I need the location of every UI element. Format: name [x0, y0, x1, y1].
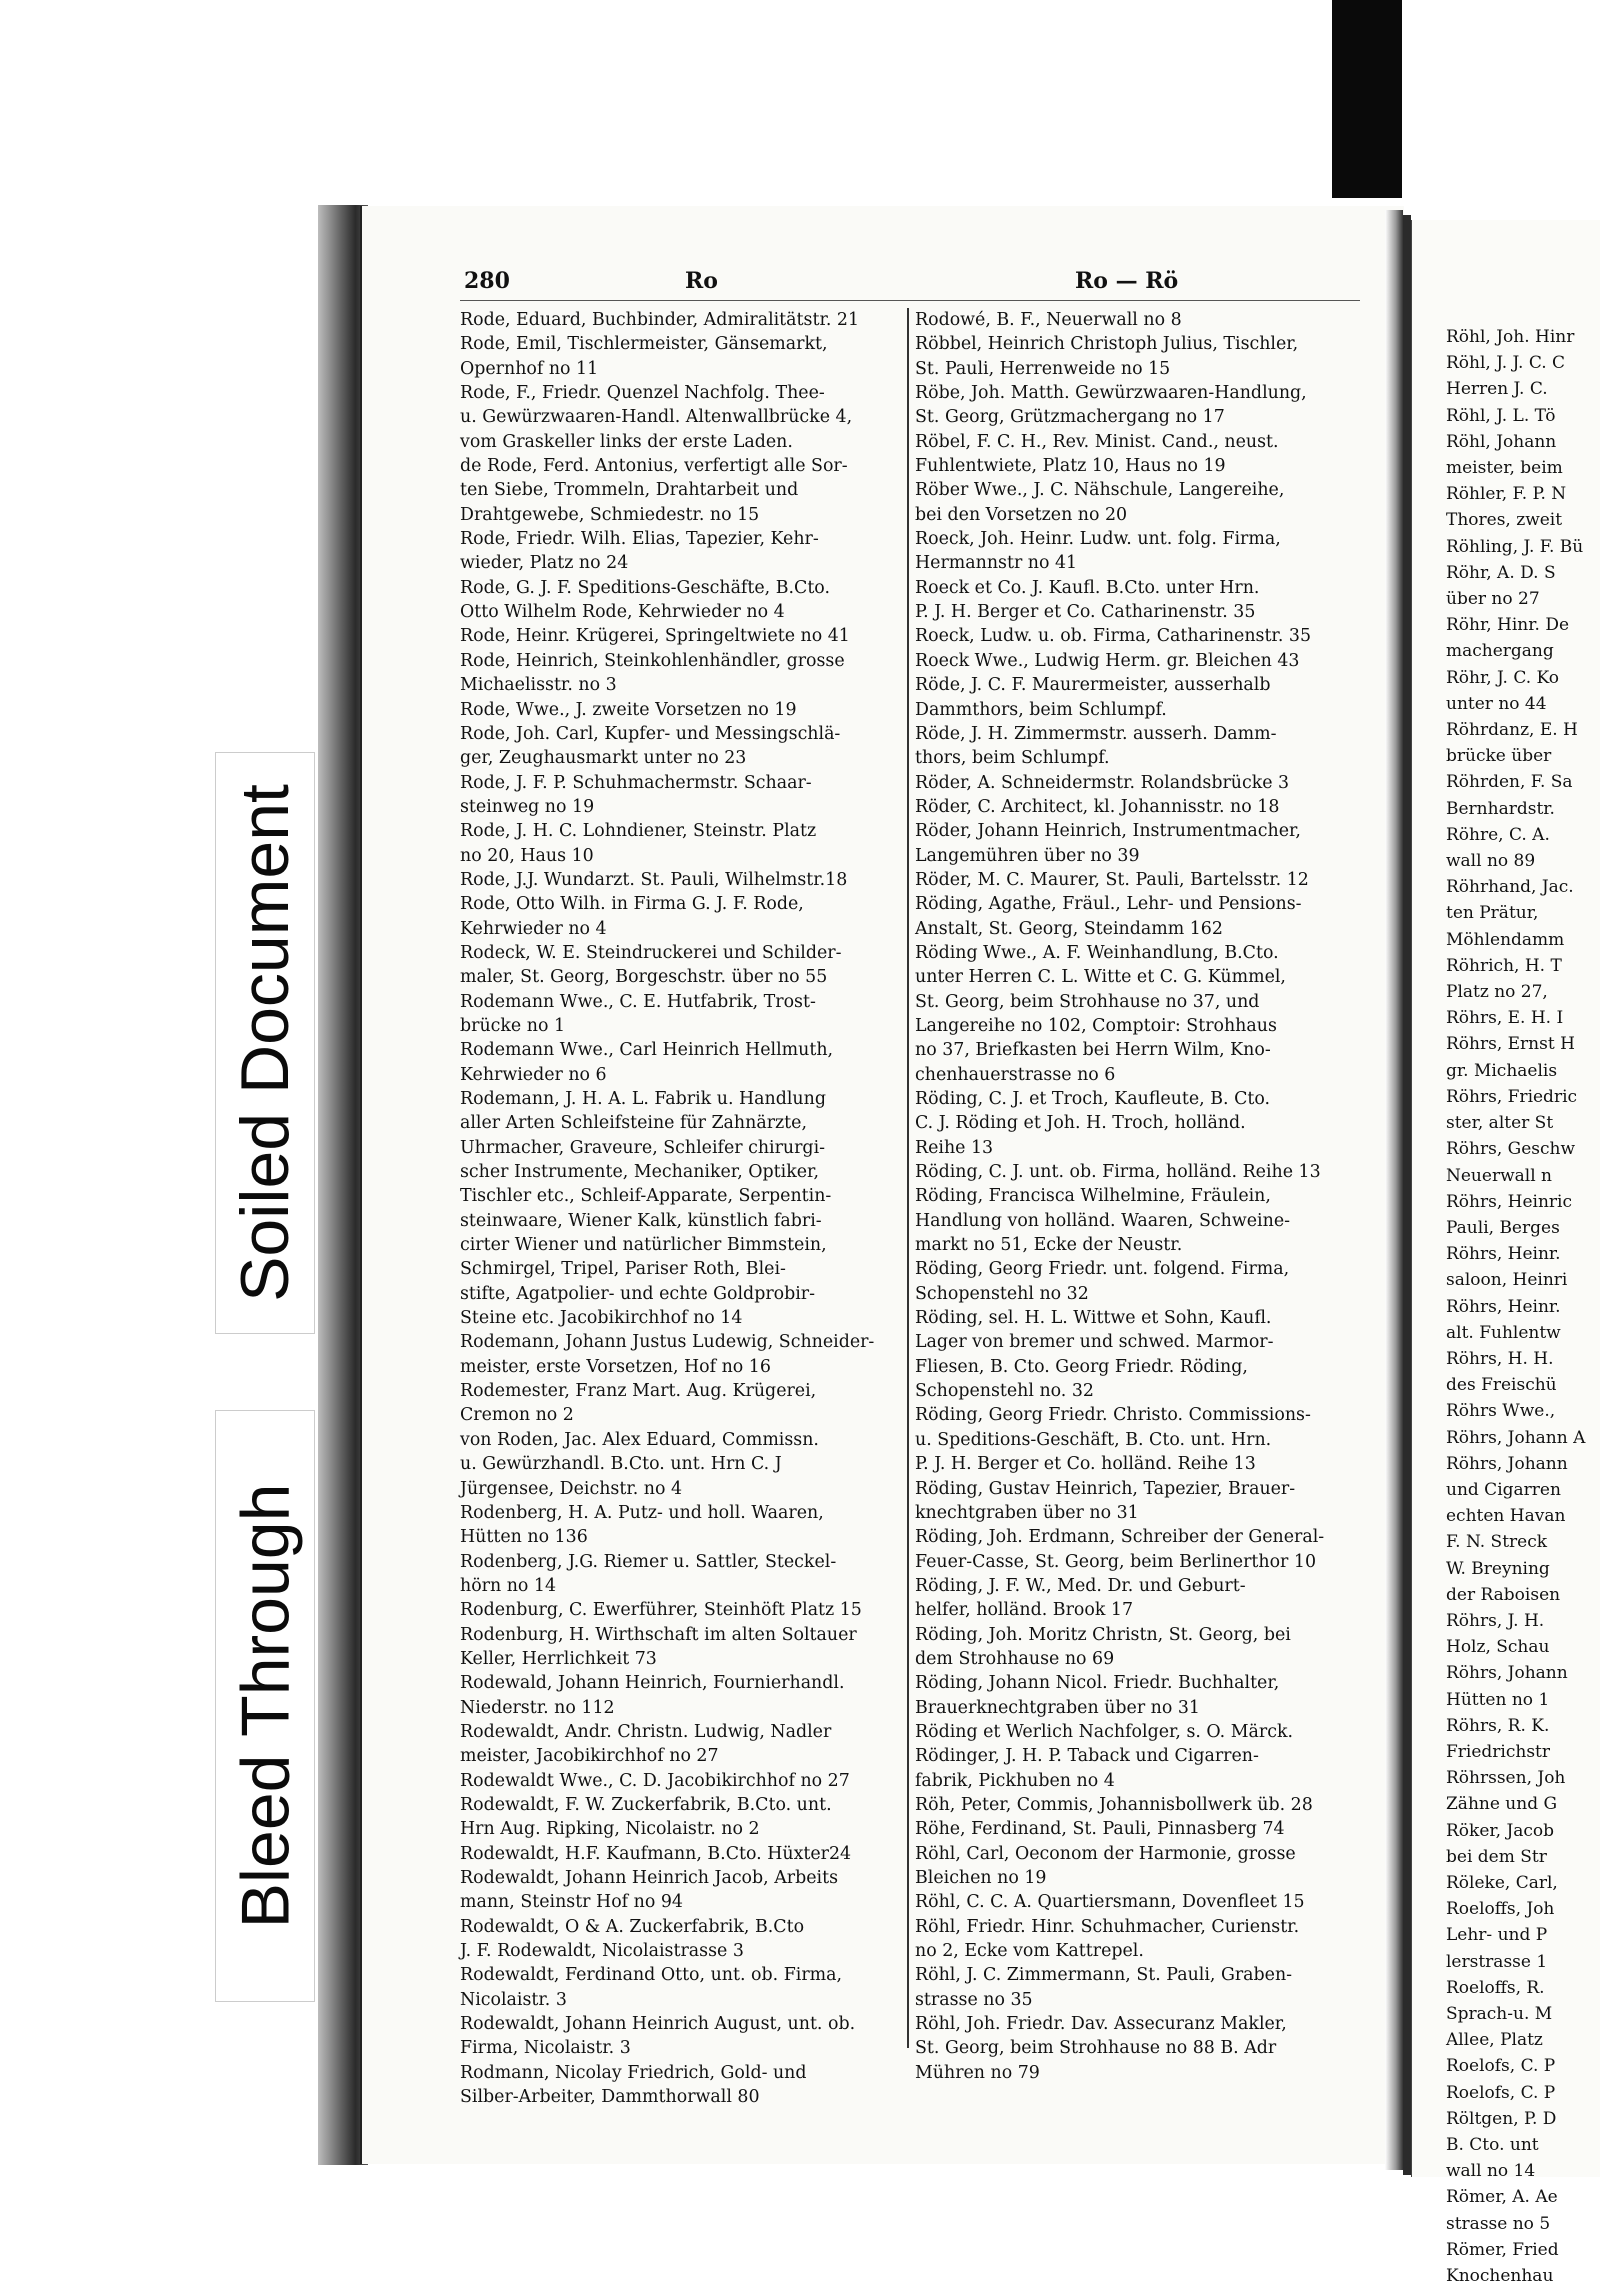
- directory-entry-line: Cremon no 2: [460, 1405, 574, 1426]
- directory-entry-line: F. N. Streck: [1446, 1532, 1548, 1553]
- directory-entry-line: Röhrs, Johann: [1446, 1663, 1568, 1684]
- directory-entry-line: Rodowé, B. F., Neuerwall no 8: [915, 310, 1182, 330]
- directory-entry-line: Lehr- und P: [1446, 1925, 1548, 1946]
- directory-entry-line: Röhrssen, Joh: [1446, 1768, 1566, 1789]
- directory-entry-line: meister, erste Vorsetzen, Hof no 16: [460, 1356, 771, 1377]
- directory-entry-line: Sprach-u. M: [1446, 2004, 1553, 2024]
- directory-entry-line: Brauerknechtgraben über no 31: [915, 1697, 1200, 1718]
- directory-entry-line: Röh, Peter, Commis, Johannisbollwerk üb. 28: [915, 1794, 1313, 1815]
- directory-entry-line: von Roden, Jac. Alex Eduard, Commissn.: [460, 1429, 819, 1450]
- directory-entry-line: des Freischü: [1446, 1375, 1557, 1396]
- directory-entry-line: unter no 44: [1446, 693, 1547, 714]
- directory-entry-line: Röbbel, Heinrich Christoph Julius, Tischler,: [915, 334, 1299, 355]
- directory-entry-line: mann, Steinstr Hof no 94: [460, 1892, 683, 1913]
- directory-entry-line: Röhl, J. L. Tö: [1446, 405, 1556, 426]
- directory-entry-line: Röhrs Wwe.,: [1446, 1401, 1556, 1422]
- directory-entry-line: Rode, Joh. Carl, Kupfer- und Messingschlä-: [460, 723, 841, 744]
- directory-entry-line: Herren J. C.: [1446, 379, 1548, 400]
- directory-entry-line: Röhre, C. A.: [1446, 824, 1550, 845]
- directory-entry-line: St. Georg, beim Strohhause no 88 B. Adr: [915, 2038, 1277, 2059]
- directory-entry-line: Roelofs, C. P: [1446, 2056, 1556, 2077]
- directory-entry-line: Rodewaldt Wwe., C. D. Jacobikirchhof no 27: [460, 1770, 850, 1791]
- directory-entry-line: Silber-Arbeiter, Dammthorwall 80: [460, 2087, 760, 2108]
- directory-entry-line: Röhrs, R. K.: [1446, 1715, 1550, 1736]
- directory-entry-line: Dammthors, beim Schlumpf.: [915, 699, 1167, 720]
- directory-entry-line: Röhl, Carl, Oeconom der Harmonie, grosse: [915, 1843, 1296, 1864]
- directory-entry-line: Roelofs, C. P: [1446, 2082, 1556, 2103]
- directory-entry-line: Röhrhand, Jac.: [1446, 877, 1574, 898]
- directory-entry-line: Rodewaldt, Andr. Christn. Ludwig, Nadler: [460, 1721, 832, 1742]
- directory-entry-line: Röding Wwe., A. F. Weinhandlung, B.Cto.: [915, 942, 1279, 963]
- directory-entry-line: Rode, Emil, Tischlermeister, Gänsemarkt,: [460, 334, 828, 355]
- directory-entry-line: Röding, J. F. W., Med. Dr. und Geburt-: [915, 1575, 1246, 1596]
- bleed-through-tab: [215, 1410, 315, 2002]
- directory-entry-line: Röhrs, E. H. I: [1446, 1008, 1564, 1029]
- directory-entry-line: Röhr, A. D. S: [1446, 562, 1556, 583]
- directory-entry-line: Röleke, Carl,: [1446, 1872, 1558, 1893]
- directory-entry-line: Rode, Heinr. Krügerei, Springeltwiete no 41: [460, 626, 850, 647]
- soiled-document-label: Soiled Document: [227, 784, 303, 1302]
- directory-entry-line: u. Speditions-Geschäft, B. Cto. unt. Hrn.: [915, 1429, 1272, 1450]
- directory-entry-line: Michaelisstr. no 3: [460, 675, 617, 696]
- directory-entry-line: Schmirgel, Tripel, Pariser Roth, Blei-: [460, 1259, 786, 1280]
- directory-entry-line: Schopenstehl no. 32: [915, 1381, 1094, 1402]
- facing-page-column: [1446, 324, 1600, 2289]
- directory-entry-line: Röde, J. C. F. Maurermeister, ausserhalb: [915, 675, 1271, 696]
- directory-entry-line: Rode, Otto Wilh. in Firma G. J. F. Rode,: [460, 894, 804, 915]
- directory-entry-line: Fuhlentwiete, Platz 10, Haus no 19: [915, 456, 1226, 477]
- directory-entry-line: helfer, holländ. Brook 17: [915, 1600, 1134, 1621]
- directory-entry-line: Pauli, Berges: [1446, 1217, 1560, 1238]
- directory-entry-line: Rode, Eduard, Buchbinder, Admiralitätstr. 21: [460, 310, 860, 330]
- directory-entry-line: Neuerwall n: [1446, 1165, 1552, 1186]
- directory-entry-line: Röhrden, F. Sa: [1446, 772, 1573, 793]
- directory-entry-line: Röhrich, H. T: [1446, 955, 1562, 976]
- directory-entry-line: W. Breyning: [1446, 1558, 1550, 1579]
- directory-entry-line: vom Graskeller links der erste Laden.: [460, 431, 793, 452]
- directory-entry-line: ger, Zeughausmarkt unter no 23: [460, 748, 747, 769]
- directory-entry-line: Römer, A. Ae: [1446, 2187, 1558, 2208]
- directory-entry-line: Roeloffs, Joh: [1446, 1899, 1555, 1920]
- directory-entry-line: Röding, Georg Friedr. unt. folgend. Firma,: [915, 1259, 1290, 1280]
- directory-entry-line: Rodemann Wwe., Carl Heinrich Hellmuth,: [460, 1040, 834, 1061]
- directory-entry-line: P. J. H. Berger et Co. holländ. Reihe 13: [915, 1454, 1256, 1475]
- directory-entry-line: Röhr, Hinr. De: [1446, 615, 1570, 636]
- directory-entry-line: wall no 89: [1446, 851, 1536, 872]
- directory-entry-line: der Raboisen: [1446, 1584, 1561, 1605]
- directory-entry-line: knechtgraben über no 31: [915, 1502, 1139, 1523]
- directory-entry-line: Röhrs, Heinr.: [1446, 1244, 1561, 1265]
- directory-entry-line: Opernhof no 11: [460, 358, 599, 379]
- directory-entry-line: Nicolaistr. 3: [460, 1989, 567, 2010]
- directory-entry-line: Röding, Joh. Moritz Christn, St. Georg, bei: [915, 1624, 1291, 1645]
- directory-entry-line: Bleichen no 19: [915, 1868, 1047, 1888]
- directory-entry-line: Röding, Agathe, Fräul., Lehr- und Pensions-: [915, 894, 1302, 915]
- directory-entry-line: Keller, Herrlichkeit 73: [460, 1648, 657, 1669]
- directory-entry-line: Kehrwieder no 4: [460, 918, 607, 939]
- directory-entry-line: Rodenburg, H. Wirthschaft im alten Soltauer: [460, 1624, 857, 1645]
- directory-entry-line: Rode, F., Friedr. Quenzel Nachfolg. Thee-: [460, 383, 825, 404]
- directory-entry-line: Lager von bremer und schwed. Marmor-: [915, 1332, 1274, 1353]
- directory-entry-line: Röhrs, Johann A: [1446, 1427, 1586, 1448]
- directory-entry-line: lerstrasse 1: [1446, 1951, 1548, 1972]
- directory-entry-line: Rodemann, J. H. A. L. Fabrik u. Handlung: [460, 1089, 826, 1109]
- directory-entry-line: Rodemester, Franz Mart. Aug. Krügerei,: [460, 1381, 817, 1402]
- directory-entry-line: Hütten no 1: [1446, 1689, 1550, 1710]
- directory-entry-line: St. Pauli, Herrenweide no 15: [915, 358, 1171, 379]
- directory-entry-line: Röder, A. Schneidermstr. Rolandsbrücke 3: [915, 772, 1290, 793]
- directory-entry-line: Röding, C. J. unt. ob. Firma, holländ. Reihe 13: [915, 1162, 1321, 1183]
- directory-entry-line: Röder, C. Architect, kl. Johannisstr. no 18: [915, 796, 1280, 817]
- directory-entry-line: Röhl, Johann: [1446, 431, 1557, 452]
- directory-entry-line: Platz no 27,: [1446, 982, 1548, 1003]
- bleed-through-label: Bleed Through: [227, 1483, 304, 1929]
- directory-entry-line: Röhl, Joh. Hinr: [1446, 327, 1575, 347]
- directory-entry-line: Röding, Johann Nicol. Friedr. Buchhalter,: [915, 1673, 1280, 1694]
- directory-entry-line: Röder, Johann Heinrich, Instrumentmacher,: [915, 821, 1301, 842]
- directory-entry-line: cirter Wiener und natürlicher Bimmstein,: [460, 1235, 827, 1256]
- directory-entry-line: chenhauerstrasse no 6: [915, 1064, 1116, 1085]
- directory-entry-line: Rodenburg, C. Ewerführer, Steinhöft Platz 15: [460, 1600, 862, 1621]
- directory-entry-line: Röhrs, J. H.: [1446, 1610, 1545, 1631]
- directory-entry-line: Roeck Wwe., Ludwig Herm. gr. Bleichen 43: [915, 650, 1300, 671]
- directory-entry-line: Uhrmacher, Graveure, Schleifer chirurgi-: [460, 1137, 826, 1158]
- directory-entry-line: aller Arten Schleifsteine für Zahnärzte,: [460, 1113, 807, 1134]
- directory-entry-line: Röhrs, Heinric: [1446, 1191, 1572, 1212]
- directory-entry-line: Kehrwieder no 6: [460, 1064, 607, 1085]
- directory-entry-line: strasse no 35: [915, 1989, 1033, 2010]
- directory-entry-line: Feuer-Casse, St. Georg, beim Berlinerthor 10: [915, 1551, 1317, 1572]
- directory-entry-line: Rodeck, W. E. Steindruckerei und Schilder-: [460, 942, 842, 963]
- directory-entry-line: Röhr, J. C. Ko: [1446, 667, 1560, 688]
- directory-entry-line: Möhlendamm: [1446, 929, 1565, 950]
- directory-entry-line: Hütten no 136: [460, 1527, 588, 1548]
- directory-entry-line: Rode, Heinrich, Steinkohlenhändler, grosse: [460, 650, 845, 671]
- directory-entry-line: machergang: [1446, 641, 1554, 662]
- directory-entry-line: thors, beim Schlumpf.: [915, 748, 1110, 769]
- directory-entry-line: markt no 51, Ecke der Neustr.: [915, 1235, 1183, 1256]
- directory-entry-line: meister, beim: [1446, 458, 1563, 479]
- directory-entry-line: Röhl, Joh. Friedr. Dav. Assecuranz Makler,: [915, 2014, 1287, 2035]
- directory-entry-line: Röhrs, Johann: [1446, 1453, 1568, 1474]
- directory-entry-line: Hrn Aug. Ripking, Nicolaistr. no 2: [460, 1819, 760, 1840]
- directory-entry-line: echten Havan: [1446, 1506, 1566, 1527]
- directory-entry-line: Röber Wwe., J. C. Nähschule, Langereihe,: [915, 480, 1285, 501]
- directory-entry-line: de Rode, Ferd. Antonius, verfertigt alle Sor-: [460, 456, 848, 477]
- directory-entry-line: Röhl, C. C. A. Quartiersmann, Dovenfleet 15: [915, 1892, 1305, 1913]
- directory-entry-line: brücke über: [1446, 746, 1552, 767]
- directory-entry-line: no 20, Haus 10: [460, 845, 594, 866]
- directory-entry-line: Röding, C. J. et Troch, Kaufleute, B. Cto.: [915, 1089, 1271, 1109]
- directory-entry-line: Röltgen, P. D: [1446, 2108, 1557, 2129]
- directory-entry-line: dem Strohhause no 69: [915, 1648, 1115, 1669]
- directory-entry-line: Roeck, Ludw. u. ob. Firma, Catharinenstr. 35: [915, 626, 1312, 647]
- directory-entry-line: u. Gewürzwaaren-Handl. Altenwallbrücke 4,: [460, 407, 853, 428]
- directory-entry-line: Rodewaldt, Johann Heinrich August, unt. ob.: [460, 2014, 856, 2035]
- directory-entry-line: fabrik, Pickhuben no 4: [915, 1770, 1115, 1791]
- directory-entry-line: Röhrs, Ernst H: [1446, 1034, 1575, 1055]
- soiled-document-tab: [215, 752, 315, 1334]
- directory-entry-line: Drahtgewebe, Schmiedestr. no 15: [460, 504, 760, 525]
- directory-entry-line: Röder, M. C. Maurer, St. Pauli, Bartelsstr. 12: [915, 869, 1309, 890]
- directory-entry-line: Röding et Werlich Nachfolger, s. O. Märck.: [915, 1721, 1294, 1742]
- directory-entry-line: ster, alter St: [1446, 1113, 1554, 1134]
- directory-entry-line: steinweg no 19: [460, 796, 595, 817]
- directory-entry-line: Röhrdanz, E. H: [1446, 720, 1578, 741]
- left-directory-column: [460, 308, 910, 2109]
- right-directory-column: [915, 308, 1360, 2085]
- directory-entry-line: Rödinger, J. H. P. Taback und Cigarren-: [915, 1746, 1259, 1767]
- directory-entry-line: Roeck, Joh. Heinr. Ludw. unt. folg. Firma,: [915, 529, 1281, 550]
- directory-entry-line: Rode, J.J. Wundarzt. St. Pauli, Wilhelmstr.18: [460, 869, 848, 890]
- directory-entry-line: Röbel, F. C. H., Rev. Minist. Cand., neust.: [915, 431, 1279, 452]
- directory-entry-line: Roeck et Co. J. Kaufl. B.Cto. unter Hrn.: [915, 577, 1260, 598]
- directory-entry-line: Röhe, Ferdinand, St. Pauli, Pinnasberg 74: [915, 1819, 1285, 1840]
- directory-entry-line: Friedrichstr: [1446, 1741, 1551, 1762]
- directory-entry-line: Rodewaldt, Johann Heinrich Jacob, Arbeits: [460, 1868, 838, 1888]
- directory-entry-line: saloon, Heinri: [1446, 1270, 1568, 1291]
- scanner-black-bar: [1332, 0, 1402, 198]
- directory-entry-line: scher Instrumente, Mechaniker, Optiker,: [460, 1162, 819, 1183]
- directory-entry-line: ten Siebe, Trommeln, Drahtarbeit und: [460, 480, 799, 501]
- directory-entry-line: Knochenhau: [1446, 2266, 1554, 2287]
- directory-entry-line: unter Herren C. L. Witte et C. G. Kümmel,: [915, 967, 1286, 988]
- directory-entry-line: Bernhardstr.: [1446, 798, 1555, 819]
- directory-entry-line: Holz, Schau: [1446, 1637, 1550, 1658]
- directory-entry-line: Rode, Friedr. Wilh. Elias, Tapezier, Kehr-: [460, 529, 819, 550]
- directory-entry-line: u. Gewürzhandl. B.Cto. unt. Hrn C. J: [460, 1454, 782, 1475]
- directory-entry-line: J. F. Rodewaldt, Nicolaistrasse 3: [460, 1941, 744, 1962]
- directory-entry-line: Rodenberg, H. A. Putz- und holl. Waaren,: [460, 1502, 824, 1523]
- directory-entry-line: Röhrs, Friedric: [1446, 1086, 1578, 1107]
- directory-entry-line: Handlung von holländ. Waaren, Schweine-: [915, 1210, 1290, 1231]
- directory-entry-line: maler, St. Georg, Borgeschstr. über no 55: [460, 967, 828, 988]
- directory-entry-line: Langemühren über no 39: [915, 845, 1140, 866]
- page-edge-shadow: [1385, 210, 1403, 2170]
- directory-entry-line: Rodenberg, J.G. Riemer u. Sattler, Steckel-: [460, 1551, 837, 1572]
- directory-entry-line: Thores, zweit: [1446, 510, 1563, 531]
- directory-entry-line: gr. Michaelis: [1446, 1060, 1558, 1081]
- directory-entry-line: Rodewaldt, Ferdinand Otto, unt. ob. Firma,: [460, 1965, 843, 1986]
- directory-entry-line: alt. Fuhlentw: [1446, 1322, 1561, 1343]
- directory-entry-line: Rodewaldt, O & A. Zuckerfabrik, B.Cto: [460, 1916, 805, 1937]
- directory-entry-line: Hermannstr no 41: [915, 553, 1078, 574]
- directory-entry-line: Rodewald, Johann Heinrich, Fournierhandl.: [460, 1673, 845, 1694]
- directory-entry-line: Rode, J. H. C. Lohndiener, Steinstr. Platz: [460, 821, 817, 842]
- directory-entry-line: St. Georg, Grützmachergang no 17: [915, 407, 1225, 428]
- directory-entry-line: wall no 14: [1446, 2161, 1536, 2182]
- directory-entry-line: Schopenstehl no 32: [915, 1283, 1089, 1304]
- directory-entry-line: Allee, Platz: [1446, 2030, 1543, 2051]
- directory-entry-line: Steine etc. Jacobikirchhof no 14: [460, 1308, 743, 1329]
- directory-entry-line: Langereihe no 102, Comptoir: Strohhaus: [915, 1015, 1277, 1036]
- directory-entry-line: Anstalt, St. Georg, Steindamm 162: [915, 918, 1223, 939]
- header-rule: [460, 300, 1360, 301]
- directory-entry-line: Röhl, J. J. C. C: [1446, 353, 1566, 374]
- directory-entry-line: bei den Vorsetzen no 20: [915, 504, 1128, 525]
- directory-entry-line: Röbe, Joh. Matth. Gewürzwaaren-Handlung,: [915, 383, 1307, 404]
- directory-entry-line: Rodemann Wwe., C. E. Hutfabrik, Trost-: [460, 991, 816, 1012]
- directory-entry-line: Röhrs, Geschw: [1446, 1139, 1576, 1160]
- directory-entry-line: Firma, Nicolaistr. 3: [460, 2038, 631, 2059]
- book-gutter: [1403, 215, 1411, 2175]
- directory-entry-line: bei dem Str: [1446, 1846, 1547, 1867]
- directory-entry-line: C. J. Röding et Joh. H. Troch, holländ.: [915, 1113, 1246, 1134]
- directory-entry-line: Rodewaldt, H.F. Kaufmann, B.Cto. Hüxter24: [460, 1843, 852, 1864]
- directory-entry-line: Rode, Wwe., J. zweite Vorsetzen no 19: [460, 699, 797, 720]
- directory-entry-line: Röhl, J. C. Zimmermann, St. Pauli, Graben-: [915, 1965, 1293, 1986]
- directory-entry-line: strasse no 5: [1446, 2213, 1551, 2234]
- directory-entry-line: über no 27: [1446, 589, 1540, 610]
- directory-entry-line: wieder, Platz no 24: [460, 553, 629, 574]
- directory-entry-line: Roeloffs, R.: [1446, 1977, 1545, 1998]
- directory-entry-line: Rode, G. J. F. Speditions-Geschäfte, B.Cto.: [460, 577, 830, 598]
- directory-entry-line: Tischler etc., Schleif-Apparate, Serpentin-: [460, 1186, 832, 1207]
- directory-entry-line: Fliesen, B. Cto. Georg Friedr. Röding,: [915, 1356, 1248, 1377]
- directory-entry-line: no 2, Ecke vom Kattrepel.: [915, 1941, 1144, 1962]
- directory-entry-line: brücke no 1: [460, 1015, 566, 1036]
- directory-entry-line: B. Cto. unt: [1446, 2135, 1539, 2156]
- directory-entry-line: ten Prätur,: [1446, 903, 1539, 924]
- directory-entry-line: Röding, Francisca Wilhelmine, Fräulein,: [915, 1186, 1271, 1207]
- directory-entry-line: Röde, J. H. Zimmermstr. ausserh. Damm-: [915, 723, 1277, 744]
- directory-entry-line: hörn no 14: [460, 1575, 557, 1596]
- directory-entry-line: Röding, Joh. Erdmann, Schreiber der General-: [915, 1527, 1325, 1548]
- directory-entry-line: Rode, J. F. P. Schuhmachermstr. Schaar-: [460, 772, 812, 793]
- directory-entry-line: Rodewaldt, F. W. Zuckerfabrik, B.Cto. unt.: [460, 1794, 832, 1815]
- directory-entry-line: Rodmann, Nicolay Friedrich, Gold- und: [460, 2062, 807, 2083]
- directory-entry-line: Röding, sel. H. L. Wittwe et Sohn, Kaufl.: [915, 1308, 1272, 1329]
- directory-entry-line: Röhl, Friedr. Hinr. Schuhmacher, Curienstr.: [915, 1916, 1300, 1937]
- directory-entry-line: Mühren no 79: [915, 2062, 1040, 2083]
- directory-entry-line: Otto Wilhelm Rode, Kehrwieder no 4: [460, 602, 785, 623]
- directory-entry-line: steinwaare, Wiener Kalk, künstlich fabri-: [460, 1210, 822, 1231]
- directory-entry-line: Röding, Georg Friedr. Christo. Commissions-: [915, 1405, 1311, 1426]
- directory-entry-line: Röhling, J. F. Bü: [1446, 536, 1584, 557]
- directory-entry-line: Röker, Jacob: [1446, 1820, 1555, 1841]
- directory-entry-line: meister, Jacobikirchhof no 27: [460, 1746, 719, 1767]
- directory-entry-line: Jürgensee, Deichstr. no 4: [460, 1478, 683, 1499]
- directory-entry-line: Reihe 13: [915, 1137, 994, 1158]
- directory-entry-line: P. J. H. Berger et Co. Catharinenstr. 35: [915, 602, 1256, 623]
- directory-entry-line: und Cigarren: [1446, 1479, 1561, 1500]
- directory-entry-line: Römer, Fried: [1446, 2239, 1559, 2260]
- directory-entry-line: Röhler, F. P. N: [1446, 484, 1567, 505]
- directory-entry-line: Röding, Gustav Heinrich, Tapezier, Brauer-: [915, 1478, 1296, 1499]
- directory-entry-line: Zähne und G: [1446, 1794, 1558, 1815]
- directory-entry-line: Röhrs, Heinr.: [1446, 1296, 1561, 1317]
- right-running-head: Ro — Rö: [1075, 268, 1179, 294]
- left-running-head: Ro: [685, 268, 718, 294]
- directory-entry-line: Röhrs, H. H.: [1446, 1348, 1554, 1369]
- directory-entry-line: Rodemann, Johann Justus Ludewig, Schneider-: [460, 1332, 875, 1353]
- directory-entry-line: Niederstr. no 112: [460, 1697, 615, 1718]
- page-number: 280: [464, 268, 510, 294]
- directory-entry-line: no 37, Briefkasten bei Herrn Wilm, Kno-: [915, 1040, 1271, 1061]
- directory-entry-line: St. Georg, beim Strohhause no 37, und: [915, 991, 1260, 1012]
- directory-entry-line: stifte, Agatpolier- und echte Goldprobir-: [460, 1283, 815, 1304]
